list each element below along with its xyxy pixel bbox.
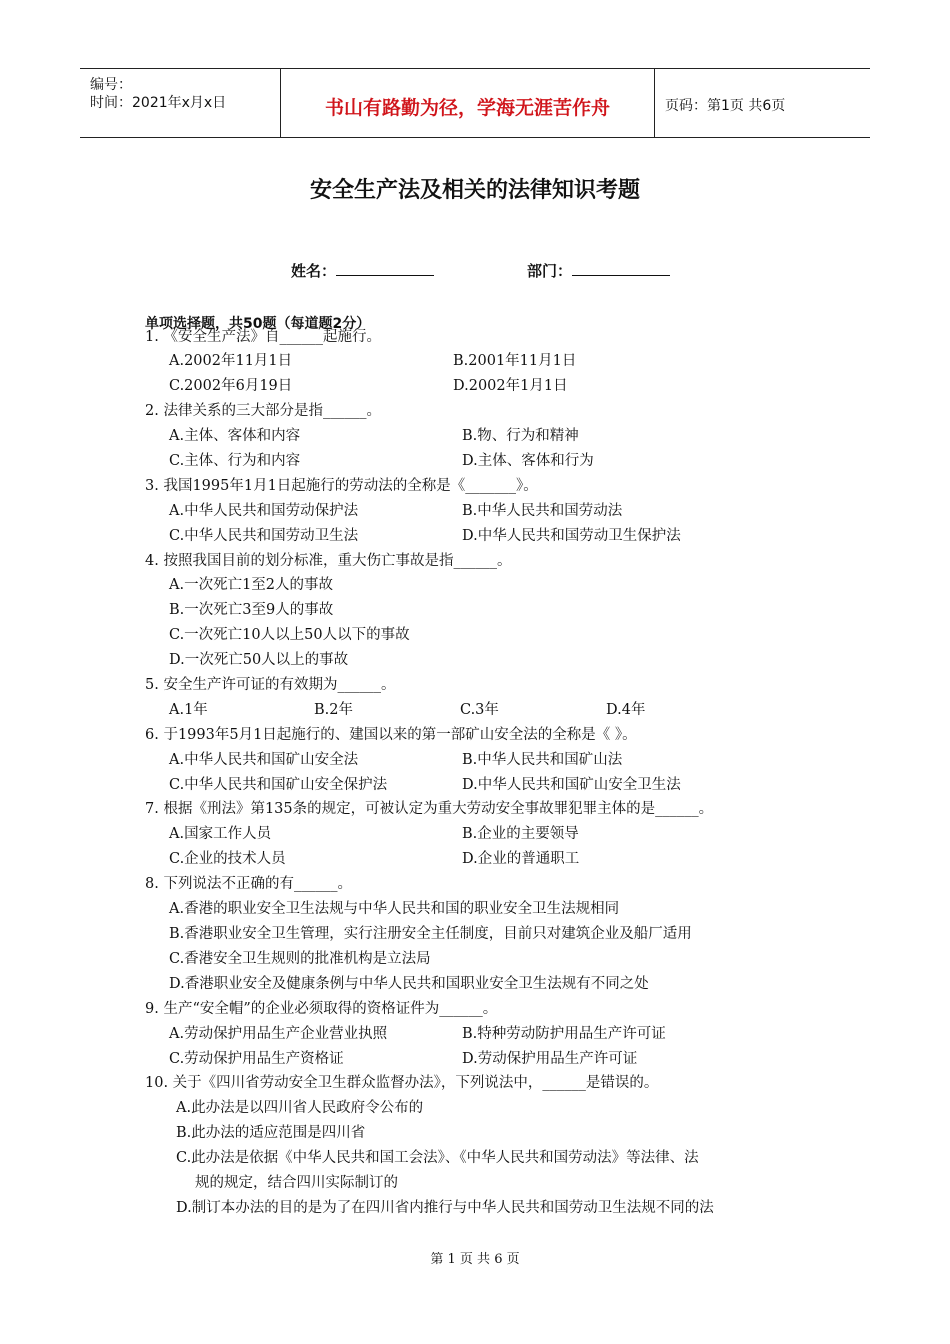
motto: 书山有路勤为径，学海无涯苦作舟: [324, 97, 610, 119]
section-heading: 单项选择题，共50题（每道题2分）: [145, 316, 371, 332]
question-7-option: D.企业的普通职工: [462, 851, 580, 867]
question-10-option: A.此办法是以四川省人民政府令公布的: [176, 1100, 424, 1116]
header-meta-cell: [80, 69, 281, 137]
question-4-option: B.一次死亡3至9人的事故: [169, 602, 334, 618]
question-9-option: C.劳动保护用品生产资格证: [169, 1051, 344, 1067]
document-title: 安全生产法及相关的法律知识考题: [309, 178, 640, 203]
question-2-option: A.主体、客体和内容: [169, 428, 301, 444]
question-1-option: D.2002年1月1日: [453, 378, 568, 394]
time-label: 时间：2021年x月x日: [90, 95, 227, 111]
question-5-option: B.2年: [314, 702, 353, 718]
question-6-option: A.中华人民共和国矿山安全法: [169, 752, 359, 768]
question-1-option: B.2001年11月1日: [453, 353, 577, 369]
question-7-option: C.企业的技术人员: [169, 851, 286, 867]
question-9-option: D.劳动保护用品生产许可证: [462, 1051, 638, 1067]
page-footer: 第 1 页 共 6 页: [430, 1252, 520, 1267]
name-label: 姓名：: [291, 262, 337, 280]
question-3-text: 3. 我国1995年1月1日起施行的劳动法的全称是《_______》。: [145, 478, 538, 494]
question-10-text: 10. 关于《四川省劳动安全卫生群众监督办法》，下列说法中，______是错误的。: [145, 1075, 659, 1091]
question-3-option: C.中华人民共和国劳动卫生法: [169, 528, 359, 544]
name-field[interactable]: [291, 260, 434, 281]
page-header: [80, 68, 870, 138]
question-9-text: 9. 生产“安全帽”的企业必须取得的资格证件为______。: [145, 1001, 498, 1017]
header-motto-cell: [281, 69, 655, 137]
header-page-cell: [655, 69, 870, 137]
dept-field[interactable]: [527, 260, 670, 281]
question-3-option: B.中华人民共和国劳动法: [462, 503, 623, 519]
question-2-option: C.主体、行为和内容: [169, 453, 301, 469]
question-5-option: A.1年: [169, 702, 208, 718]
question-9-option: B.特种劳动防护用品生产许可证: [462, 1026, 666, 1042]
question-10-option: 规的规定，结合四川实际制订的: [195, 1175, 398, 1191]
question-2-option: D.主体、客体和行为: [462, 453, 594, 469]
question-6-text: 6. 于1993年5月1日起施行的、建国以来的第一部矿山安全法的全称是《 》。: [145, 727, 637, 743]
question-4-option: D.一次死亡50人以上的事故: [169, 652, 349, 668]
page-info: 页码：第1页 共6页: [665, 98, 786, 114]
question-7-option: A.国家工作人员: [169, 826, 272, 842]
question-8-option: C.香港安全卫生规则的批准机构是立法局: [169, 951, 431, 967]
question-8-text: 8. 下列说法不正确的有______。: [145, 876, 352, 892]
question-7-text: 7. 根据《刑法》第135条的规定，可被认定为重大劳动安全事故罪犯罪主体的是______。: [145, 801, 714, 817]
dept-label: 部门：: [527, 262, 573, 280]
question-6-option: B.中华人民共和国矿山法: [462, 752, 623, 768]
question-1-option: A.2002年11月1日: [169, 353, 293, 369]
question-8-option: B.香港职业安全卫生管理，实行注册安全主任制度，目前只对建筑企业及船厂适用: [169, 926, 692, 942]
question-4-text: 4. 按照我国目前的划分标准，重大伤亡事故是指______。: [145, 553, 512, 569]
question-4-option: C.一次死亡10人以上50人以下的事故: [169, 627, 410, 643]
question-2-option: B.物、行为和精神: [462, 428, 579, 444]
number-label: 编号：: [90, 77, 132, 93]
question-8-option: D.香港职业安全及健康条例与中华人民共和国职业安全卫生法规有不同之处: [169, 976, 649, 992]
question-2-text: 2. 法律关系的三大部分是指______。: [145, 403, 381, 419]
question-10-option: D.制订本办法的目的是为了在四川省内推行与中华人民共和国劳动卫生法规不同的法: [176, 1200, 714, 1216]
question-5-option: C.3年: [460, 702, 499, 718]
question-9-option: A.劳动保护用品生产企业营业执照: [169, 1026, 388, 1042]
question-6-option: D.中华人民共和国矿山安全卫生法: [462, 777, 681, 793]
name-blank[interactable]: [336, 261, 434, 276]
question-10-option: B.此办法的适应范围是四川省: [176, 1125, 366, 1141]
question-7-option: B.企业的主要领导: [462, 826, 579, 842]
question-6-option: C.中华人民共和国矿山安全保护法: [169, 777, 388, 793]
question-10-option: C.此办法是依据《中华人民共和国工会法》、《中华人民共和国劳动法》等法律、法: [176, 1150, 699, 1166]
question-5-text: 5. 安全生产许可证的有效期为______。: [145, 677, 396, 693]
question-5-option: D.4年: [606, 702, 646, 718]
question-8-option: A.香港的职业安全卫生法规与中华人民共和国的职业安全卫生法规相同: [169, 901, 620, 917]
question-1-text: 1. 《安全生产法》自______起施行。: [145, 329, 381, 345]
question-3-option: A.中华人民共和国劳动保护法: [169, 503, 359, 519]
question-1-option: C.2002年6月19日: [169, 378, 293, 394]
dept-blank[interactable]: [572, 261, 670, 276]
question-4-option: A.一次死亡1至2人的事故: [169, 577, 334, 593]
question-3-option: D.中华人民共和国劳动卫生保护法: [462, 528, 681, 544]
